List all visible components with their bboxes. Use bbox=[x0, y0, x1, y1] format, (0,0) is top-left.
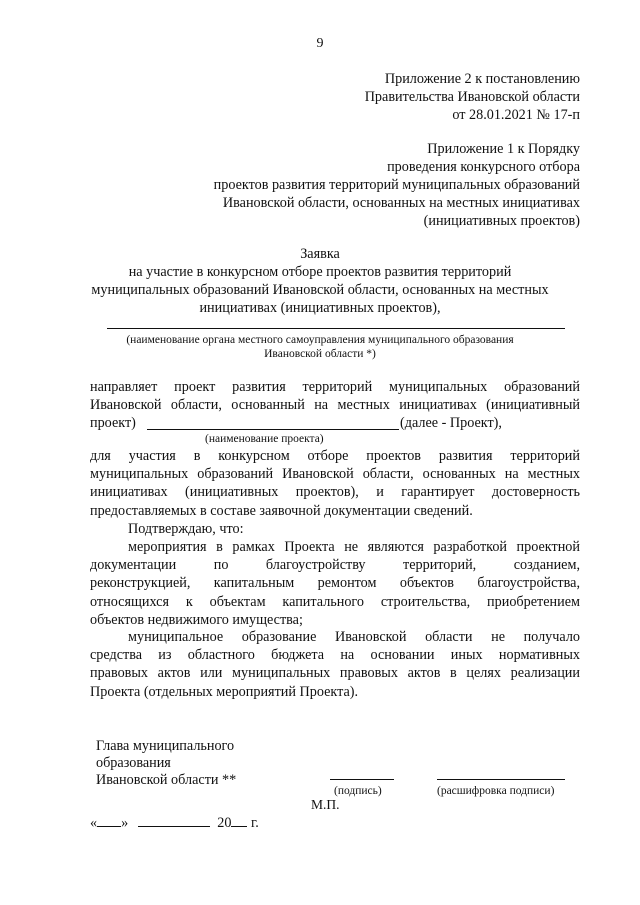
paragraph-line: мероприятия в рамках Проекта не являются разработкой проектной bbox=[128, 539, 580, 555]
project-caption: (наименование проекта) bbox=[205, 433, 324, 445]
title-line: на участие в конкурсном отборе проектов развития территорий bbox=[128, 264, 512, 280]
paragraph-line: реконструкцией, капитальным ремонтом объектов благоустройства, bbox=[90, 575, 580, 592]
paragraph-line: предоставляемых в составе заявочной документации сведений. bbox=[90, 502, 473, 519]
application-title bbox=[0, 245, 640, 317]
paragraph-line: документации по благоустройству территорий, созданием, bbox=[90, 557, 580, 574]
org-name-blank-line bbox=[107, 328, 565, 329]
appendix-2-line: Правительства Ивановской области bbox=[364, 89, 580, 105]
appendix-1-line: проведения конкурсного отбора bbox=[387, 159, 580, 175]
appendix-1-line: (инициативных проектов) bbox=[423, 213, 580, 229]
org-caption-line: (наименование органа местного самоуправления муниципального образования bbox=[126, 334, 514, 346]
stamp-label: М.П. bbox=[311, 797, 340, 812]
appendix-2-line: Приложение 2 к постановлению bbox=[384, 71, 580, 87]
paragraph-line: средства из областного бюджета на основании иных нормативных bbox=[90, 647, 580, 664]
paragraph-participation bbox=[90, 447, 580, 520]
date-close-quote: » bbox=[121, 815, 129, 831]
month-blank-line bbox=[138, 814, 210, 827]
appendix-1-line: проектов развития территорий муниципальных образований bbox=[213, 177, 580, 193]
signature-caption: (подпись) bbox=[334, 785, 382, 797]
title-line: инициативах (инициативных проектов), bbox=[199, 300, 441, 316]
paragraph-line: объектов недвижимого имущества; bbox=[90, 611, 303, 628]
paragraph-line: инициативах (инициативных проектов), и гарантирует достоверность bbox=[90, 484, 580, 501]
project-suffix: (далее - Проект), bbox=[400, 415, 502, 431]
year-prefix: 20 bbox=[217, 815, 232, 831]
year-suffix: г. bbox=[251, 815, 259, 831]
paragraph-line: Проекта (отдельных мероприятий Проекта). bbox=[90, 683, 359, 700]
signature-decode-caption: (расшифровка подписи) bbox=[437, 785, 555, 797]
signature-blank-line bbox=[330, 779, 394, 780]
org-caption-line: Ивановской области *) bbox=[264, 348, 376, 360]
paragraph-line: относящихся к объектам капитального строительства, приобретением bbox=[90, 593, 580, 610]
org-caption bbox=[0, 333, 640, 361]
paragraph-line: муниципальное образование Ивановской области не получало bbox=[128, 629, 580, 645]
appendix-1-block bbox=[214, 140, 580, 230]
project-prefix: проект) bbox=[90, 415, 136, 431]
page-number: 9 bbox=[316, 36, 324, 51]
date-open-quote: « bbox=[90, 815, 98, 831]
signature-decode-blank-line bbox=[437, 779, 565, 780]
title-line: муниципальных образований Ивановской области, основанных на местных bbox=[91, 282, 549, 298]
paragraph-directs-project bbox=[90, 378, 580, 414]
signature-head bbox=[96, 738, 236, 789]
paragraph-budget bbox=[90, 628, 580, 701]
appendix-1-line: Приложение 1 к Порядку bbox=[427, 141, 580, 157]
confirm-line: Подтверждаю, что: bbox=[128, 521, 244, 537]
paragraph-line: правовых актов или муниципальных правовых актов в целях реализации bbox=[90, 665, 580, 682]
appendix-1-line: Ивановской области, основанных на местных инициативах bbox=[222, 195, 580, 211]
day-blank-line bbox=[97, 814, 121, 827]
date-line bbox=[90, 814, 259, 832]
appendix-2-block bbox=[365, 70, 580, 124]
signature-head-line: образования bbox=[96, 755, 171, 771]
title-heading: Заявка bbox=[300, 246, 340, 262]
signature-head-line: Ивановской области ** bbox=[96, 772, 237, 788]
paragraph-line: направляет проект развития территорий муниципальных образований bbox=[90, 379, 580, 395]
paragraph-measures bbox=[90, 538, 580, 629]
appendix-2-line: от 28.01.2021 № 17-п bbox=[452, 107, 580, 123]
paragraph-line: Ивановской области, основанный на местных инициативах (инициативный bbox=[90, 397, 580, 414]
paragraph-line: для участия в конкурсном отборе проектов развития территорий bbox=[90, 448, 580, 464]
year-blank-line bbox=[231, 814, 247, 827]
paragraph-line: муниципальных образований Ивановской области, основанных на местных bbox=[90, 466, 580, 483]
signature-head-line: Глава муниципального bbox=[96, 738, 235, 754]
project-name-blank-line bbox=[147, 429, 399, 430]
